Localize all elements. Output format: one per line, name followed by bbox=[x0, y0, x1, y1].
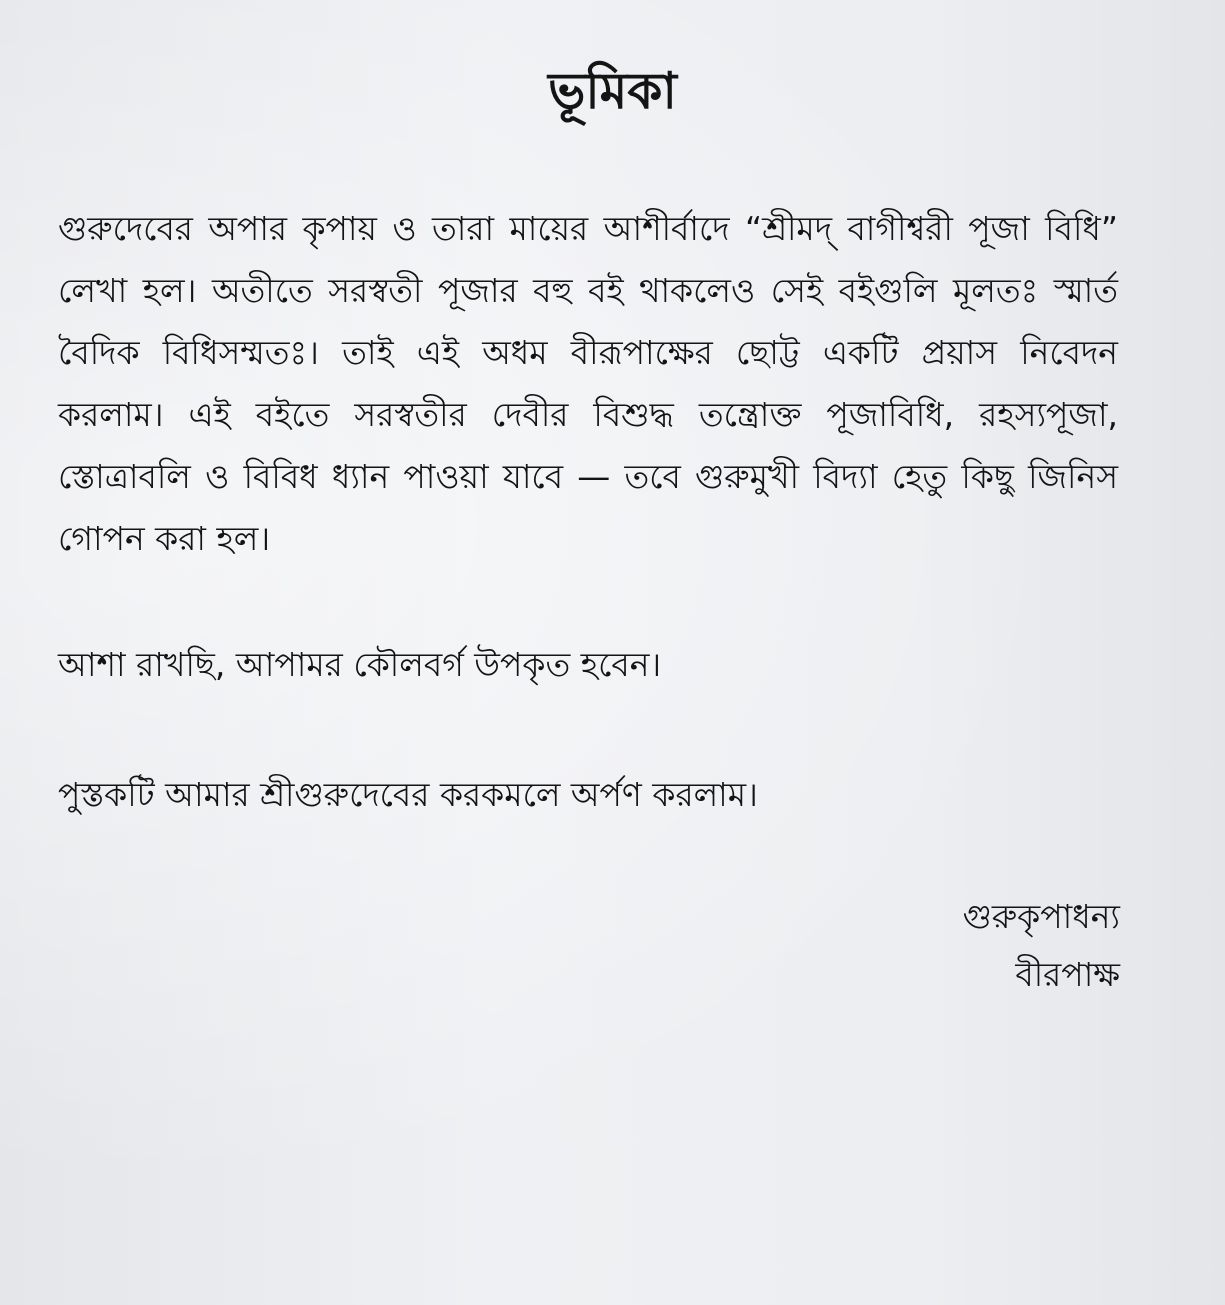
signature-line-2: বীরপাক্ষ bbox=[1015, 955, 1120, 994]
hope-paragraph: আশা রাখছি, আপামর কৌলবর্গ উপকৃত হবেন। bbox=[58, 645, 662, 684]
page-title: ভূমিকা bbox=[548, 62, 677, 120]
dedication-paragraph: পুস্তকটি আমার শ্রীগুরুদেবের করকমলে অর্পণ করলাম। bbox=[58, 775, 758, 814]
intro-paragraph: গুরুদেবের অপার কৃপায় ও তারা মায়ের আশীর্বাদে “শ্রীমদ্ বাগীশ্বরী পূজা বিধি” লেখা হল। অতীতে সরস্বতী পূজার বহু বই থাকলেও সেই বইগুলি মূলতঃ স্মার্ত বৈদিক বিধিসম্মতঃ। তাই এই অধম বীরূপাক্ষের ছোট্ট একটি প্রয়াস নিবেদন করলাম। এই বইতে সরস্বতীর দেবীর বিশুদ্ধ তন্ত্রোক্ত পূজাবিধি, রহস্যপূজা, স্তোত্রাবলি ও বিবিধ ধ্যান পাওয়া যাবে — তবে গুরুমুখী বিদ্যা হেতু কিছু জিনিস গোপন করা হল। bbox=[58, 209, 1118, 558]
author-signature bbox=[963, 888, 1120, 1004]
signature-line-1: গুরুকৃপাধন্য bbox=[962, 897, 1120, 936]
